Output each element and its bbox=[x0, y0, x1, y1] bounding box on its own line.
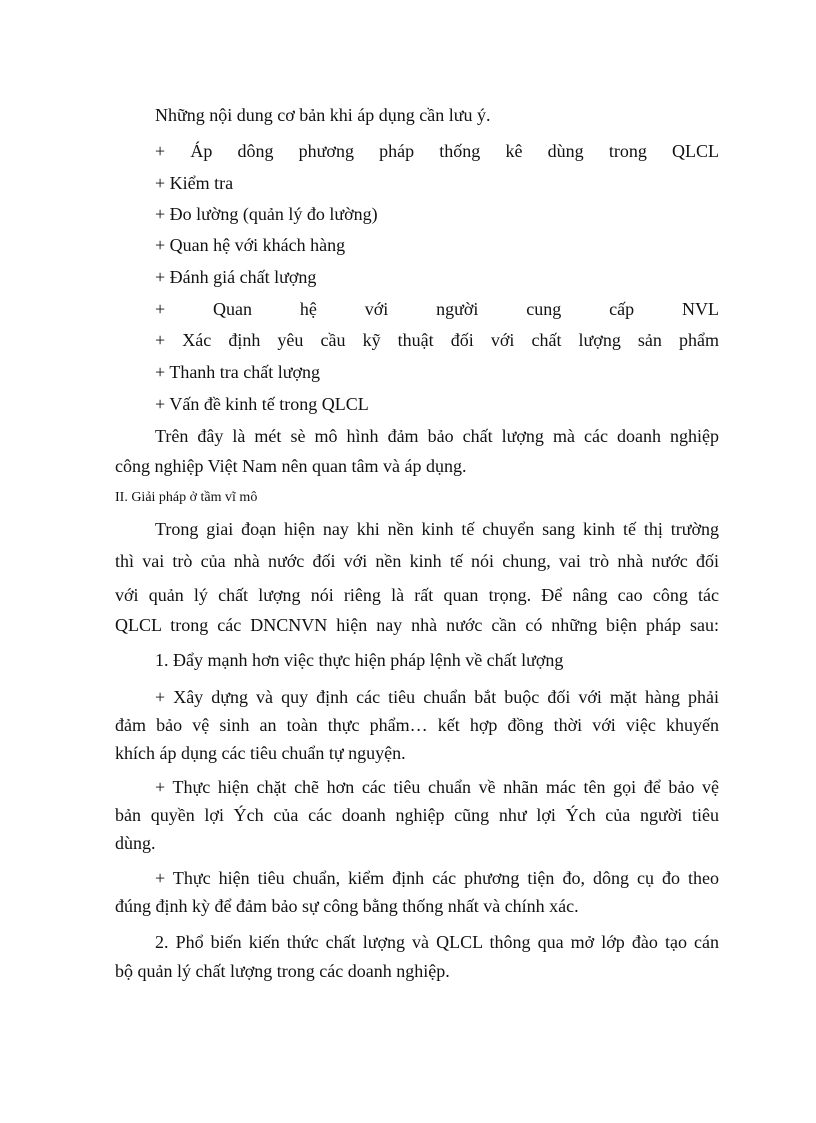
paragraph-line: thì vai trò của nhà nước đối với nền kinh tế nói chung, vai trò nhà nước đối bbox=[115, 551, 719, 571]
paragraph-line: Trong giai đoạn hiện nay khi nền kinh tế chuyển sang kinh tế thị trường bbox=[155, 519, 719, 539]
paragraph-line: + Thực hiện tiêu chuẩn, kiểm định các phương tiện đo, dông cụ đo theo bbox=[155, 868, 719, 888]
paragraph-line: đúng định kỳ để đảm bảo sự công bằng thống nhất và chính xác. bbox=[115, 896, 579, 916]
section-heading: II. Giải pháp ở tầm vĩ mô bbox=[115, 490, 258, 505]
subheading-1: 1. Đẩy mạnh hơn việc thực hiện pháp lệnh về chất lượng bbox=[155, 650, 564, 670]
paragraph-line: Trên đây là mét sè mô hình đảm bảo chất lượng mà các doanh nghiệp bbox=[155, 426, 719, 446]
list-item-supplier-relations: + Quan hệ với người cung cấp NVL bbox=[155, 299, 719, 319]
list-item-technical-requirements: + Xác định yêu cầu kỹ thuật đối với chất lượng sản phẩm bbox=[155, 330, 719, 350]
list-item-apply-statistics: + Áp dông phương pháp thống kê dùng trong QLCL bbox=[155, 141, 719, 161]
paragraph-line: với quản lý chất lượng nói riêng là rất quan trọng. Để nâng cao công tác bbox=[115, 585, 719, 605]
paragraph-line: dùng. bbox=[115, 833, 156, 853]
paragraph-line: QLCL trong các DNCNVN hiện nay nhà nước cần có những biện pháp sau: bbox=[115, 615, 719, 635]
list-item-measurement: + Đo lường (quản lý đo lường) bbox=[155, 204, 378, 224]
paragraph-line: đảm bảo vệ sinh an toàn thực phẩm… kết hợp đồng thời với việc khuyến bbox=[115, 715, 719, 735]
paragraph-line: bộ quản lý chất lượng trong các doanh nghiệp. bbox=[115, 961, 450, 981]
intro-line: Những nội dung cơ bản khi áp dụng cần lưu ý. bbox=[155, 105, 491, 125]
subheading-2: 2. Phổ biến kiến thức chất lượng và QLCL thông qua mở lớp đào tạo cán bbox=[155, 932, 719, 952]
paragraph-line: khích áp dụng các tiêu chuẩn tự nguyện. bbox=[115, 743, 406, 763]
paragraph-line: + Thực hiện chặt chẽ hơn các tiêu chuẩn về nhãn mác tên gọi để bảo vệ bbox=[155, 777, 719, 797]
list-item-quality-assessment: + Đánh giá chất lượng bbox=[155, 267, 317, 287]
paragraph-line: + Xây dựng và quy định các tiêu chuẩn bắt buộc đối với mặt hàng phải bbox=[155, 687, 719, 707]
list-item-quality-inspection: + Thanh tra chất lượng bbox=[155, 362, 321, 382]
list-item-inspection: + Kiểm tra bbox=[155, 173, 234, 193]
paragraph-line: bản quyền lợi Ých của các doanh nghiệp cũng như lợi Ých của người tiêu bbox=[115, 805, 719, 825]
paragraph-line: công nghiệp Việt Nam nên quan tâm và áp dụng. bbox=[115, 456, 467, 476]
list-item-economic-issues: + Vấn đề kinh tế trong QLCL bbox=[155, 394, 369, 414]
list-item-customer-relations: + Quan hệ với khách hàng bbox=[155, 235, 346, 255]
